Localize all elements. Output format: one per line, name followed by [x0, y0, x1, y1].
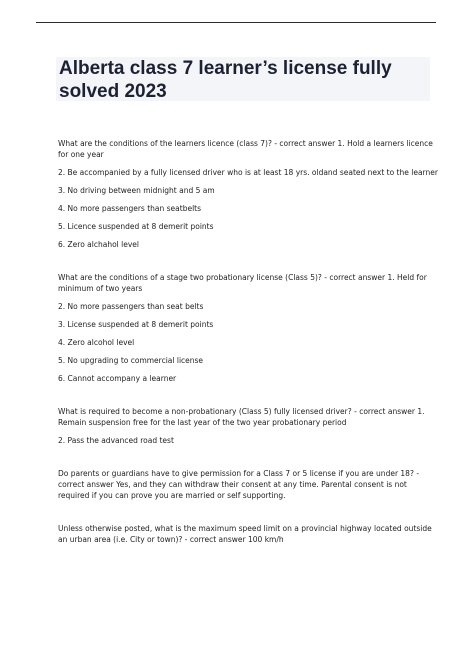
answer-line: 6. Zero alchahol level — [58, 240, 139, 249]
qa-question: Do parents or guardians have to give permission for a Class 7 or 5 license if you are under 18? - correct answer Yes, and they can withdraw their consent at any time. Parental consent is not required if you can prove you are married or self supporting. — [58, 469, 420, 500]
answer-line: 3. No driving between midnight and 5 am — [58, 186, 215, 195]
qa-section-probationary-licence — [58, 272, 438, 384]
top-rule — [36, 22, 436, 23]
qa-section-learner-licence — [58, 138, 438, 250]
answer-line: 2. No more passengers than seat belts — [58, 302, 204, 311]
document-title: Alberta class 7 learner’s license fully solved 2023 — [59, 58, 392, 102]
qa-question: What is required to become a non-probationary (Class 5) fully licensed driver? - correct answer 1. Remain suspension free for the last year of the two year probationary period — [58, 407, 425, 427]
answer-line: 2. Pass the advanced road test — [58, 436, 174, 445]
qa-section-parental-consent — [58, 468, 438, 501]
answer-line: 4. No more passengers than seatbelts — [58, 204, 202, 213]
qa-question: What are the conditions of the learners licence (class 7)? - correct answer 1. Hold a learners licence for one year — [58, 139, 433, 159]
answer-line: 2. Be accompanied by a fully licensed driver who is at least 18 yrs. oldand seated next to the learner — [58, 168, 438, 177]
answer-line: 4. Zero alcohol level — [58, 338, 135, 347]
qa-question: Unless otherwise posted, what is the maximum speed limit on a provincial highway located outside an urban area (i.e. City or town)? - correct answer 100 km/h — [58, 524, 432, 544]
answer-line: 6. Cannot accompany a learner — [58, 374, 177, 383]
answer-line: 5. Licence suspended at 8 demerit points — [58, 222, 214, 231]
qa-section-non-probationary — [58, 406, 438, 446]
answer-line: 5. No upgrading to commercial license — [58, 356, 204, 365]
answer-line: 3. License suspended at 8 demerit points — [58, 320, 214, 329]
document-body — [58, 138, 438, 545]
qa-section-speed-limit — [58, 523, 438, 545]
qa-question: What are the conditions of a stage two probationary license (Class 5)? - correct answer 1. Held for minimum of two years — [58, 273, 427, 293]
